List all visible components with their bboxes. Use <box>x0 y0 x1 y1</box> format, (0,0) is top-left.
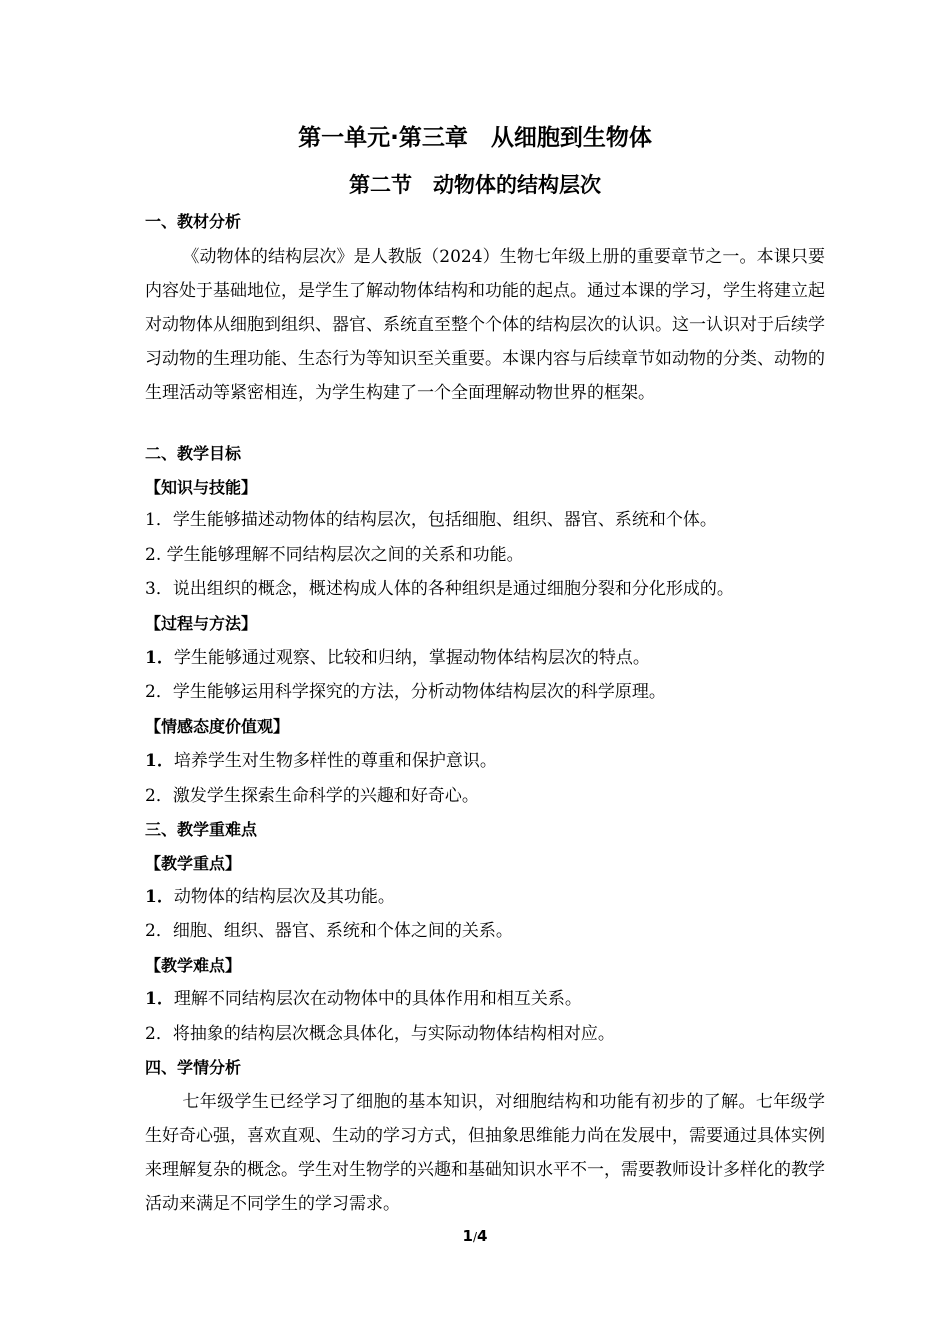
list-item-text: 说出组织的概念，概述构成人体的各种组织是通过细胞分裂和分化形成的。 <box>172 579 734 599</box>
list-item-number: 2． <box>145 786 173 806</box>
heading-textbook-analysis: 一、教材分析 <box>145 212 242 231</box>
heading-learner-analysis: 四、学情分析 <box>145 1058 242 1077</box>
subheading-knowledge-skills: 【知识与技能】 <box>145 478 258 497</box>
textbook-analysis-paragraph: 《动物体的结构层次》是人教版（2024）生物七年级上册的重要章节之一。本课只要内容处于基础地位，是学生了解动物体结构和功能的起点。通过本课的学习，学生将建立起对动物体从细胞到组织、器官、系统直至整个个体的结构层次的认识。这一认识对于后续学习动物的生理功能、生态行为等知识至关重要。本课内容与后续章节如动物的分类、动物的生理活动等紧密相连，为学生构建了一个全面理解动物世界的框架。 <box>145 247 825 403</box>
subheading-teaching-difficulties: 【教学难点】 <box>145 956 242 975</box>
list-item-text: 学生能够通过观察、比较和归纳，掌握动物体结构层次的特点。 <box>173 648 650 668</box>
heading-key-difficult-points: 三、教学重难点 <box>145 820 258 839</box>
list-item <box>145 508 717 532</box>
list-item-number: 2. <box>145 545 167 565</box>
learner-analysis-paragraph: 七年级学生已经学习了细胞的基本知识，对细胞结构和功能有初步的了解。七年级学生好奇心强，喜欢直观、生动的学习方式，但抽象思维能力尚在发展中，需要通过具体实例来理解复杂的概念。学生对生物学的兴趣和基础知识水平不一，需要教师设计多样化的教学活动来满足不同学生的学习需求。 <box>145 1092 825 1214</box>
list-item <box>145 680 666 704</box>
list-item <box>145 987 582 1011</box>
subheading-process-methods: 【过程与方法】 <box>145 614 258 633</box>
subheading-emotion-values: 【情感态度价值观】 <box>145 717 290 736</box>
current-page: 1 <box>462 1227 473 1245</box>
list-item-number: 2． <box>145 921 173 941</box>
page-number <box>0 1225 950 1248</box>
section-title: 第二节 动物体的结构层次 <box>349 173 601 197</box>
list-item-text: 激发学生探索生命科学的兴趣和好奇心。 <box>172 786 479 806</box>
list-item <box>145 646 650 670</box>
list-item <box>145 885 395 909</box>
chapter-title: 第一单元·第三章 从细胞到生物体 <box>298 125 652 151</box>
list-item-number: 3． <box>145 579 173 599</box>
list-item-text: 理解不同结构层次在动物体中的具体作用和相互关系。 <box>173 989 582 1009</box>
list-item-text: 动物体的结构层次及其功能。 <box>173 887 395 907</box>
page-separator: / <box>472 1230 478 1244</box>
list-item-text: 将抽象的结构层次概念具体化，与实际动物体结构相对应。 <box>172 1024 615 1044</box>
list-item <box>145 749 497 773</box>
list-item-number: 2． <box>145 682 173 702</box>
total-pages: 4 <box>477 1227 488 1245</box>
list-item-text: 学生能够理解不同结构层次之间的关系和功能。 <box>166 545 524 565</box>
list-item <box>145 1022 615 1046</box>
list-item-text: 细胞、组织、器官、系统和个体之间的关系。 <box>172 921 513 941</box>
list-item-text: 学生能够运用科学探究的方法，分析动物体结构层次的科学原理。 <box>172 682 666 702</box>
list-item-number: 1． <box>145 887 174 907</box>
list-item-number: 1． <box>145 989 174 1009</box>
list-item <box>145 919 513 943</box>
heading-teaching-objectives: 二、教学目标 <box>145 444 242 463</box>
list-item-number: 1． <box>145 510 173 530</box>
list-item-number: 1． <box>145 648 174 668</box>
list-item-number: 1． <box>145 751 174 771</box>
list-item-text: 学生能够描述动物体的结构层次，包括细胞、组织、器官、系统和个体。 <box>172 510 717 530</box>
list-item <box>145 784 479 808</box>
list-item-number: 2． <box>145 1024 173 1044</box>
subheading-teaching-key-points: 【教学重点】 <box>145 854 242 873</box>
list-item <box>145 543 524 567</box>
list-item-text: 培养学生对生物多样性的尊重和保护意识。 <box>173 751 497 771</box>
list-item <box>145 577 734 601</box>
